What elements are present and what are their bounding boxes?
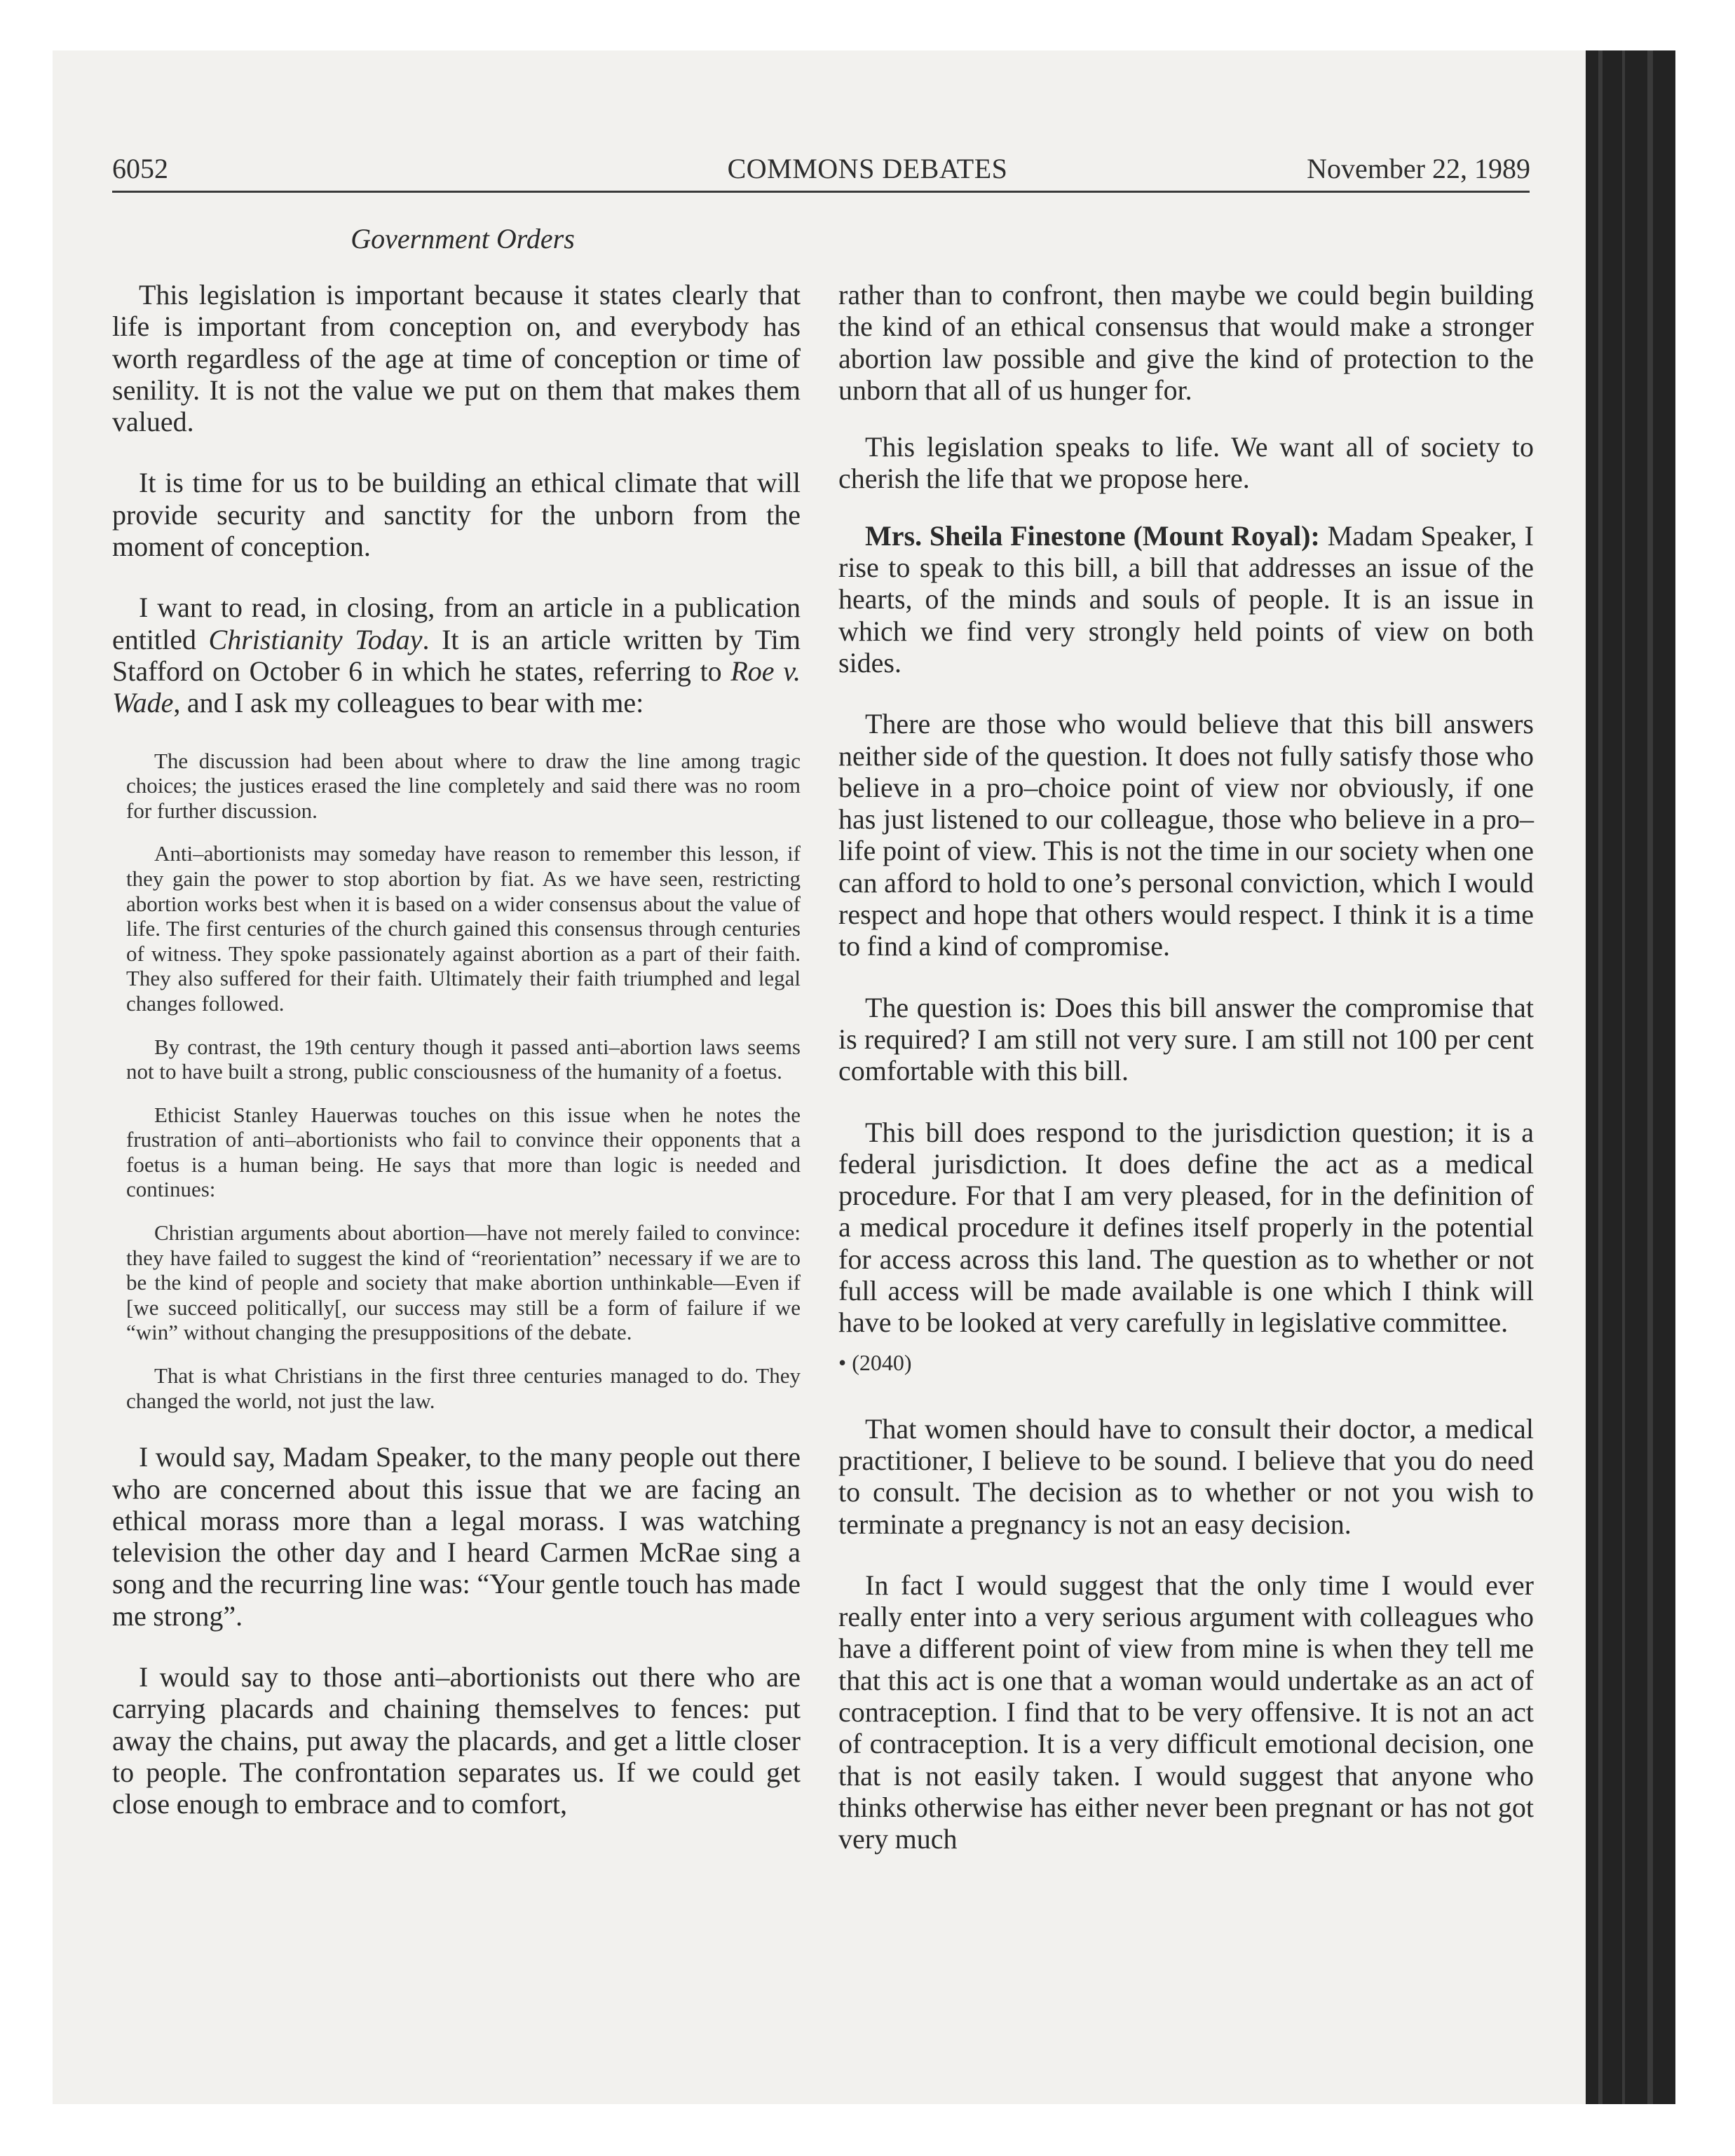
paragraph: rather than to confront, then maybe we could begin building the kind of an ethical consensus that would make a stronger abortion law possible and give the kind of protection to the unborn that all of us hunger for. (838, 279, 1534, 406)
quote-paragraph: By contrast, the 19th century though it passed anti–abortion laws seems not to have built a strong, public consciousness of the humanity of a foetus. (126, 1034, 801, 1084)
paragraph: This legislation speaks to life. We want all of society to cherish the life that we propose here. (838, 431, 1534, 495)
paragraph: There are those who would believe that this bill answers neither side of the question. It does not fully satisfy those who believe in a pro–choice point of view nor obviously, if one has just listened to our colleague, those who believe in a pro–life point of view. This is not the time in our society when one can afford to hold to one’s personal conviction, which I would respect and hope that others would respect. I think it is a time to find a kind of compromise. (838, 708, 1534, 962)
section-title: Government Orders (351, 223, 575, 254)
paragraph-text: Madam Speaker, I rise to speak to this bill, a bill that addresses an issue of the hearts, of the minds and souls of people. It is an issue in which we find very strongly held points of view on both sides. (838, 519, 1534, 678)
publication-name: Christianity Today (208, 623, 423, 655)
publication-title: COMMONS DEBATES (727, 153, 1008, 184)
paragraph: I would say, Madam Speaker, to the many people out there who are concerned about this issue that we are facing an ethical morass more than a legal morass. I was watching television the other day and I heard Carmen McRae sing a song and the recurring line was: “Your gentle touch has made me strong”. (112, 1441, 801, 1632)
quote-paragraph: Ethicist Stanley Hauerwas touches on this issue when he notes the frustration of anti–abortionists who fail to convince their opponents that a foetus is a human being. He says that more than logic is needed and continues: (126, 1102, 801, 1202)
page-number: 6052 (112, 153, 168, 184)
case-name: Roe v. Wade (112, 655, 801, 719)
speaker-name: Mrs. Sheila Finestone (Mount Royal): (865, 519, 1320, 552)
paragraph (838, 520, 1534, 678)
paragraph (112, 592, 801, 718)
paragraph-text: . It is an article written by Tim Stafford on October 6 in which he states, referring to (112, 623, 801, 687)
paragraph-text: , and I ask my colleagues to bear with me: (173, 687, 644, 719)
quote-paragraph: The discussion had been about where to draw the line among tragic choices; the justices erased the line completely and said there was no room for further discussion. (126, 748, 801, 823)
header-rule (112, 191, 1530, 193)
paragraph-text: I want to read, in closing, from an article in a publication entitled (112, 592, 801, 655)
paragraph: It is time for us to be building an ethical climate that will provide security and sanctity for the unborn from the moment of conception. (112, 467, 801, 563)
quote-paragraph: Christian arguments about abortion—have not merely failed to convince: they have failed to suggest the kind of “reorientation” necessary if we are to be the kind of people and society that make abortion unthinkable—Even if [we succeed politically[, our success may still be a form of failure if we “win” without changing the presuppositions of the debate. (126, 1220, 801, 1345)
paragraph: This legislation is important because it states clearly that life is important from conception on, and everybody has worth regardless of the age at time of conception or time of senility. It is not the value we put on them that makes them valued. (112, 279, 801, 438)
block-quote (112, 749, 801, 1414)
scan-edge-bar (1586, 50, 1675, 2104)
paragraph: I would say to those anti–abortionists out there who are carrying placards and chaining themselves to fences: put away the chains, put away the placards, and get a little closer to people. The confrontation separates us. If we could get close enough to embrace and to comfort, (112, 1661, 801, 1820)
paragraph: The question is: Does this bill answer the compromise that is required? I am still not very sure. I am still not 100 per cent comfortable with this bill. (838, 991, 1534, 1087)
quote-paragraph: Anti–abortionists may someday have reason to remember this lesson, if they gain the power to stop abortion by fiat. As we have seen, restricting abortion works best when it is based on a wider consensus about the value of life. The first centuries of the church gained this consensus through centuries of witness. They spoke passionately against abortion as a part of their faith. They also suffered for their faith. Ultimately their faith triumphed and legal changes followed. (126, 841, 801, 1016)
paragraph: In fact I would suggest that the only time I would ever really enter into a very serious argument with colleagues who have a different point of view from mine is when they tell me that this act is one that a woman would undertake as an act of contraception. I find that to be very offensive. It is not an act of contraception. It is a very difficult emotional decision, one that is not easily taken. I would suggest that anyone who thinks otherwise has either never been pregnant or has not got very much (838, 1569, 1534, 1855)
publication-date: November 22, 1989 (1307, 153, 1530, 184)
time-marker: • (2040) (838, 1349, 912, 1375)
paragraph: That women should have to consult their doctor, a medical practitioner, I believe to be sound. I believe that you do need to consult. The decision as to whether or not you wish to terminate a pregnancy is not an easy decision. (838, 1412, 1534, 1540)
left-column (112, 279, 801, 1849)
right-column (838, 279, 1534, 1884)
quote-paragraph: That is what Christians in the first three centuries managed to do. They changed the world, not just the law. (126, 1363, 801, 1413)
paragraph: This bill does respond to the jurisdiction question; it is a federal jurisdiction. It does define the act as a medical procedure. For that I am very pleased, for in the definition of a medical procedure it defines itself properly in the potential for access across this land. The question as to whether or not full access will be made available is one which I think will have to be looked at very carefully in legislative committee. (838, 1116, 1534, 1339)
